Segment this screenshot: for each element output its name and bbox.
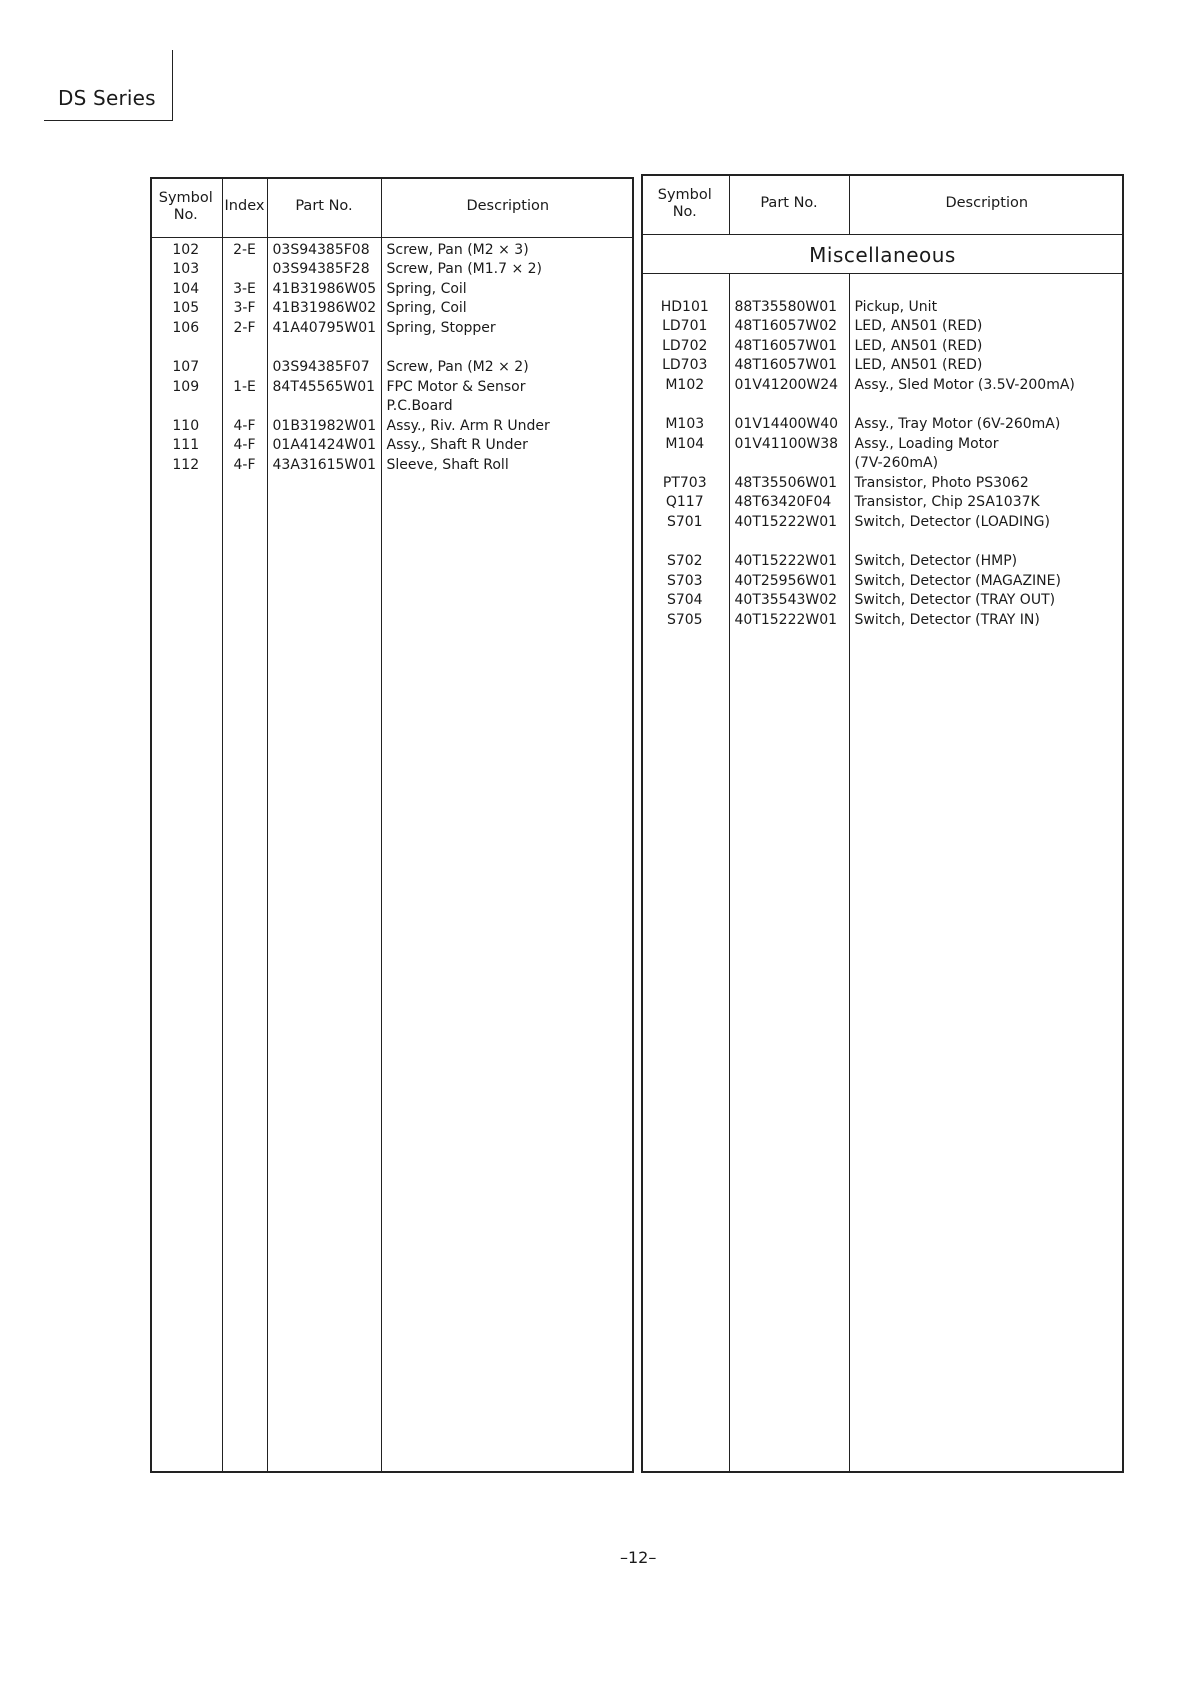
index-cell: 1-E [233, 378, 256, 395]
part-no-cell: 03S94385F08 [272, 241, 370, 258]
part-no-cell: 40T35543W02 [734, 592, 838, 609]
part-no-cell: 01A41424W01 [272, 437, 377, 454]
description-cell: Switch, Detector (HMP) [854, 553, 1018, 570]
part-no-cell: 01V41100W38 [734, 435, 839, 452]
page-number: –12– [620, 1548, 657, 1567]
part-no-cell: 40T15222W01 [734, 612, 838, 628]
index-cell: 4-F [233, 417, 256, 434]
part-no-cell: 48T63420F04 [734, 494, 832, 511]
col-header-symbol: Symbol No. [150, 177, 222, 237]
part-no-column [729, 274, 849, 1474]
description-cell: Transistor, Photo PS3062 [854, 474, 1029, 491]
description-cell: Sleeve, Shaft Roll [386, 457, 509, 474]
parts-table-left [150, 177, 634, 1473]
part-no-column [267, 237, 381, 1473]
symbol-cell: M102 [665, 376, 705, 393]
description-cell: Spring, Coil [386, 280, 467, 297]
description-cell: Assy., Shaft R Under [386, 437, 528, 454]
symbol-cell: 111 [172, 437, 200, 454]
symbol-cell: S705 [666, 612, 703, 628]
symbol-cell: Q117 [665, 494, 704, 511]
col-header-description: Description [381, 177, 634, 237]
symbol-cell: 107 [172, 359, 200, 376]
symbol-cell: 109 [172, 378, 200, 395]
description-cell: Assy., Tray Motor (6V-260mA) [854, 416, 1061, 433]
description-cell: LED, AN501 (RED) [854, 357, 983, 374]
description-cell: Pickup, Unit [854, 298, 938, 315]
description-cell: Switch, Detector (LOADING) [854, 514, 1050, 531]
col-header-part-no: Part No. [729, 174, 849, 234]
symbol-cell: LD702 [662, 337, 708, 354]
description-cell: Spring, Coil [386, 300, 467, 317]
description-cell: Assy., Loading Motor [854, 435, 999, 452]
part-no-cell: 88T35580W01 [734, 298, 838, 315]
part-no-cell: 40T15222W01 [734, 514, 838, 531]
part-no-cell [268, 397, 381, 417]
description-cell: Screw, Pan (M2 × 2) [386, 359, 529, 376]
description-column [849, 274, 1124, 1474]
symbol-cell: S701 [666, 514, 703, 531]
symbol-cell: LD703 [662, 357, 708, 374]
description-cell: P.C.Board [386, 398, 453, 415]
description-cell: Assy., Sled Motor (3.5V-200mA) [854, 376, 1075, 393]
symbol-cell: 106 [172, 319, 200, 336]
description-cell: LED, AN501 (RED) [854, 318, 983, 335]
symbol-cell: M104 [665, 435, 705, 452]
symbol-cell: HD101 [660, 298, 709, 315]
series-title: DS Series [58, 86, 156, 110]
symbol-cell: 103 [172, 261, 200, 278]
col-header-part-no: Part No. [267, 177, 381, 237]
symbol-cell: 102 [172, 241, 200, 258]
description-cell: LED, AN501 (RED) [854, 337, 983, 354]
index-cell [223, 260, 267, 280]
part-no-cell: 40T25956W01 [734, 572, 838, 589]
symbol-cell [641, 454, 729, 474]
index-cell: 2-E [233, 241, 256, 258]
symbol-cell: 110 [172, 417, 200, 434]
index-cell: 4-F [233, 437, 256, 454]
part-no-cell: 40T15222W01 [734, 553, 838, 570]
section-title: Miscellaneous [641, 235, 1124, 274]
part-no-cell: 41B31986W05 [272, 280, 377, 297]
symbol-cell: LD701 [662, 318, 708, 335]
symbol-cell: S704 [666, 592, 703, 609]
description-cell: Spring, Stopper [386, 319, 496, 336]
symbol-cell: 112 [172, 457, 200, 474]
description-cell: (7V-260mA) [854, 455, 939, 472]
part-no-cell: 48T16057W01 [734, 337, 838, 354]
description-cell: Switch, Detector (TRAY IN) [854, 612, 1040, 628]
part-no-cell: 48T35506W01 [734, 474, 838, 491]
description-cell: Transistor, Chip 2SA1037K [854, 494, 1040, 511]
part-no-cell: 48T16057W02 [734, 318, 838, 335]
part-no-cell: 48T16057W01 [734, 357, 838, 374]
part-no-cell: 41B31986W02 [272, 300, 377, 317]
symbol-cell [150, 397, 222, 417]
index-cell: 4-F [233, 457, 256, 474]
description-cell: FPC Motor & Sensor [386, 378, 526, 395]
description-cell: Switch, Detector (TRAY OUT) [854, 592, 1056, 609]
index-cell: 3-E [233, 280, 256, 297]
index-cell: 3-F [233, 300, 256, 317]
description-cell: Assy., Riv. Arm R Under [386, 417, 550, 434]
symbol-cell: S703 [666, 572, 703, 589]
symbol-cell: 105 [172, 300, 200, 317]
index-column [222, 237, 267, 1473]
part-no-cell: 84T45565W01 [272, 378, 376, 395]
col-header-description: Description [849, 174, 1124, 234]
part-no-cell [730, 454, 849, 474]
description-cell: Switch, Detector (MAGAZINE) [854, 572, 1061, 589]
index-cell [223, 397, 267, 417]
symbol-cell: 104 [172, 280, 200, 297]
part-no-cell: 01V41200W24 [734, 376, 839, 393]
symbol-cell: PT703 [662, 474, 707, 491]
symbol-cell: M103 [665, 416, 705, 433]
part-no-cell: 03S94385F28 [272, 261, 370, 278]
symbol-column [641, 274, 729, 1474]
symbol-cell: S702 [666, 553, 703, 570]
description-column [381, 237, 634, 1473]
index-cell [223, 358, 267, 378]
part-no-cell: 43A31615W01 [272, 457, 377, 474]
series-header [44, 50, 173, 121]
col-header-index: Index [222, 177, 267, 237]
symbol-column [150, 237, 222, 1473]
description-cell: Screw, Pan (M1.7 × 2) [386, 261, 543, 278]
description-cell: Screw, Pan (M2 × 3) [386, 241, 529, 258]
col-header-symbol: Symbol No. [641, 174, 729, 234]
parts-table-right [641, 174, 1124, 1473]
part-no-cell: 01B31982W01 [272, 417, 377, 434]
index-cell: 2-F [233, 319, 256, 336]
part-no-cell: 03S94385F07 [272, 359, 370, 376]
part-no-cell: 41A40795W01 [272, 319, 377, 336]
part-no-cell: 01V14400W40 [734, 416, 839, 433]
